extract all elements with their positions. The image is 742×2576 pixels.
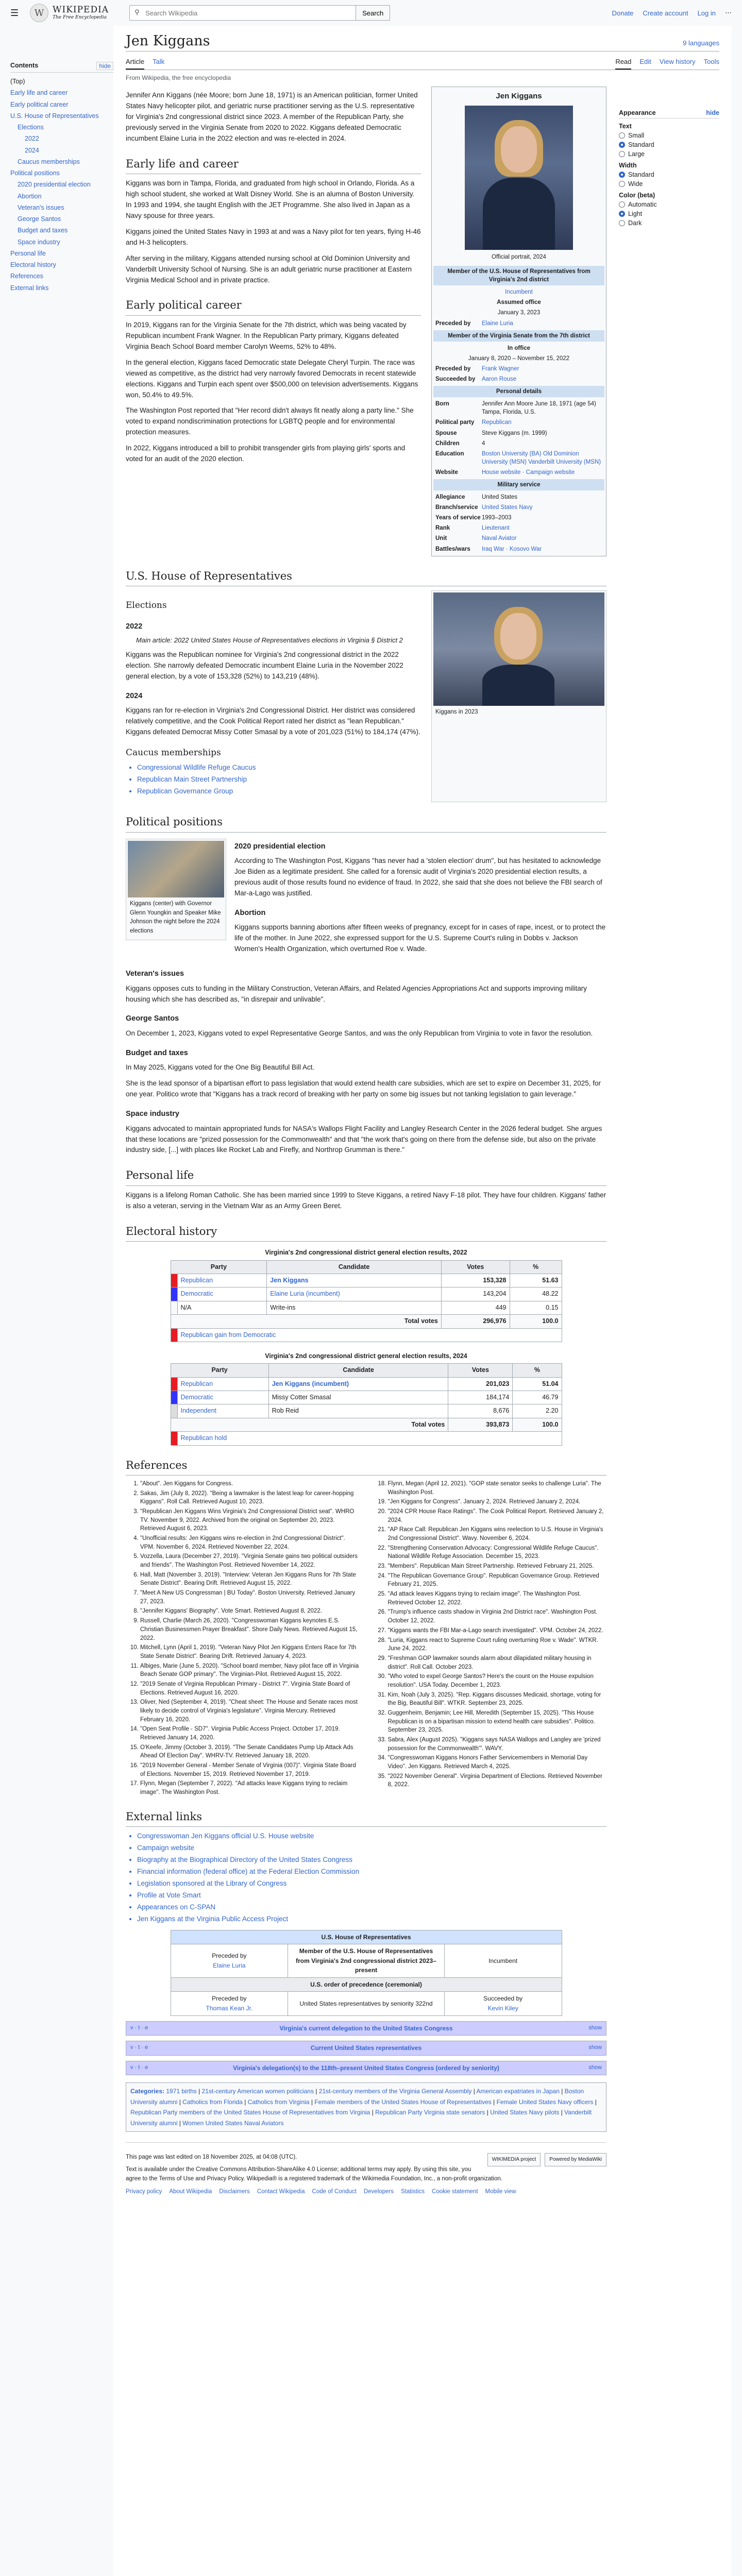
toc-item-top[interactable]: (Top): [10, 78, 25, 85]
width-wide[interactable]: Wide: [619, 180, 719, 188]
section-heading-electoral: Electoral history: [126, 1223, 606, 1242]
paragraph: In 2019, Kiggans ran for the Virginia Senate for the 7th district, which was being vacated by Republican incumbent Frank Wagner. In the Republican Party primary, Kiggans defeated Virginia Beach School Board member Carolyn Weems, 52% to 48%.: [126, 321, 407, 350]
toc-hide-button[interactable]: hide: [96, 62, 113, 70]
column-header: Votes: [448, 1364, 513, 1377]
subsection-heading-caucus: Caucus memberships: [126, 748, 221, 758]
column-header: %: [513, 1364, 562, 1377]
column-header: Candidate: [268, 1364, 448, 1377]
reference-item: 20. "2024 CPR House Race Ratings". The Cook Political Report. Retrieved January 2, 2024.: [388, 1507, 607, 1524]
election-results-2022-table: [171, 1246, 562, 1342]
page-title: Jen Kiggans: [126, 33, 210, 49]
page-heading: [126, 33, 719, 52]
assumed-office-date: January 3, 2023: [497, 310, 541, 316]
reference-item: 8. "Jennifer Kiggans' Biography". Vote Smart. Retrieved August 8, 2022.: [140, 1607, 359, 1616]
list-item[interactable]: • Congressional Wildlife Refuge Caucus: [137, 762, 421, 773]
category-link[interactable]: Female members of the United States House of Representatives: [314, 2098, 492, 2106]
footer-link[interactable]: Cookie statement: [432, 2189, 478, 2195]
text-size-label: Text: [619, 123, 632, 130]
external-link[interactable]: • Financial information (federal office) at the Federal Election Commission: [137, 1867, 606, 1877]
reference-item: 33. Sabra, Alex (August 2025). "Kiggans says NASA Wallops and Langley are 'prized possession for the Commonwealth'". WAVY.: [388, 1736, 607, 1753]
paragraph: In May 2025, Kiggans voted for the One Big Beautiful Bill Act.: [126, 1063, 315, 1072]
width-label: Width: [619, 162, 637, 169]
toc-item-references[interactable]: References: [10, 273, 43, 280]
appearance-panel: [619, 87, 719, 2207]
figure-caption: Kiggans in 2023: [435, 709, 478, 716]
footer-link[interactable]: Mobile view: [485, 2189, 516, 2195]
external-link[interactable]: • Legislation sponsored at the Library of Congress: [137, 1878, 606, 1889]
toc-item-elections[interactable]: Elections: [18, 124, 44, 131]
paragraph: Kiggans ran for re-election in Virginia's 2nd Congressional District. Her district was considered relatively competitive, and the Cook Political Report rated her district as "lean Republican." Kiggans defeated Democrat Missy Cotter Smasal by a vote of 201,023 (51%) to 184,174 (47%).: [126, 706, 420, 736]
reference-item: 12. "2019 Senate of Virginia Republican Primary - District 7". Virginia State Board of Elections. Retrieved August 16, 2020.: [140, 1680, 359, 1697]
years-row: Years of service 1993–2003: [435, 515, 512, 521]
toc-item-caucus[interactable]: Caucus memberships: [18, 158, 80, 165]
reference-item: 34. "Congresswoman Kiggans Honors Father Servicemembers in Memorial Day Video". Jen Kiggans. Retrieved March 4, 2025.: [388, 1754, 607, 1771]
category-link[interactable]: United States Navy pilots: [490, 2109, 560, 2116]
category-link[interactable]: Women United States Naval Aviators: [182, 2119, 284, 2127]
reference-item: 9. Russell, Charlie (March 26, 2020). "Congresswoman Kiggans keynotes E.S. Christian Businessmen Prayer Breakfast". Shore Daily News. Retrieved August 15, 2022.: [140, 1617, 359, 1642]
table-result-row: Republican gain from Democratic: [171, 1328, 562, 1342]
succession-title: U.S. House of Representatives: [171, 1930, 562, 1944]
youngkin-johnson-photo[interactable]: [128, 841, 224, 897]
in-office-label: In office: [507, 345, 531, 351]
category-link[interactable]: Vanderbilt University alumni: [130, 2109, 592, 2127]
wikipedia-logo[interactable]: [30, 4, 109, 22]
color-light[interactable]: Light: [619, 210, 719, 217]
category-link[interactable]: Female United States Navy officers: [496, 2098, 594, 2106]
reference-item: 13. Oliver, Ned (September 4, 2019). "Cheat sheet: The House and Senate races most likely to decide control of Virginia's legislature". Virginia Mercury. Retrieved February 16, 2020.: [140, 1698, 359, 1724]
text-size-large[interactable]: Large: [619, 150, 719, 158]
party-color-swatch: [171, 1404, 177, 1418]
categories-box: Categories: 1971 births | 21st-century American women politicians | 21st-century members of the Virginia General Assembly | American expatriates in Japan | Boston University alumni | Catholics from Florida | Catholics from Virginia | Female members of the United States House of Representatives | Female United States Navy officers | Republican Party members of the United States House of Representatives from Virginia | Republican Party Virginia state senators | United States Navy pilots | Vanderbilt University alumni | Women United States Naval Aviators: [126, 2082, 606, 2132]
toc-header: [10, 62, 113, 73]
toc-title: Contents: [10, 62, 39, 69]
log-in-link[interactable]: Log in: [697, 9, 716, 17]
reference-item: 35. "2022 November General". Virginia Department of Elections. Retrieved November 8, 2022.: [388, 1772, 607, 1789]
reference-item: 28. "Luria, Kiggans react to Supreme Court ruling overturning Roe v. Wade". WTKR. June 24, 2022.: [388, 1636, 607, 1653]
section-heading-early-life: Early life and career: [126, 156, 421, 175]
paragraph: After serving in the military, Kiggans attended nursing school at Old Dominion University and Vanderbilt University School of Nursing. She is an adult geriatric nurse practitioner at Eastern Virginia Medical School and in private practice.: [126, 254, 412, 284]
subsection-heading-santos: George Santos: [126, 1014, 179, 1023]
reference-item: 19. "Jen Kiggans for Congress". January 2, 2024. Retrieved January 2, 2024.: [388, 1498, 607, 1506]
reference-item: 25. "Ad attack leaves Kiggans trying to reclaim image". The Washington Post. Retrieved October 12, 2022.: [388, 1590, 607, 1607]
party-color-swatch: [171, 1391, 177, 1404]
navbox-show[interactable]: show: [588, 2024, 602, 2031]
search-input[interactable]: [129, 5, 356, 21]
category-link[interactable]: 21st-century members of the Virginia General Assembly: [318, 2088, 472, 2095]
reference-item: 7. "Meet A New US Congressman | BU Today". Boston University. Retrieved January 27, 2023.: [140, 1589, 359, 1606]
paragraph: Kiggans advocated to maintain appropriated funds for NASA's Wallops Flight Facility and Langley Research Center in the 2026 federal budget. She argues that these locations are "prized possession for the Commonwealth" and that "the work that's going on there from the defense side, but also on the private industry side, [...] with places like Rocket Lab and Firefly, and Northrop Grumman is there.": [126, 1124, 602, 1154]
table-row: Republican Jen Kiggans 153,328 51.63: [171, 1274, 562, 1287]
reference-item: 3. "Republican Jen Kiggans Wins Virginia's 2nd Congressional District seat". WHRO TV. November 9, 2022. Archived from the original on September 20, 2023. Retrieved August 6, 2023.: [140, 1507, 359, 1533]
navbox-show[interactable]: show: [588, 2064, 602, 2071]
search-button[interactable]: Search: [356, 5, 390, 21]
kiggans-2023-figure: [431, 590, 606, 802]
appearance-hide-button[interactable]: hide: [706, 109, 719, 116]
reference-item: 21. "AP Race Call: Republican Jen Kiggans wins reelection to U.S. House in Virginia's 2nd Congressional District". Wavy. November 6, 2024.: [388, 1526, 607, 1543]
color-automatic[interactable]: Automatic: [619, 201, 719, 208]
reference-item: 29. "Freshman GOP lawmaker sounds alarm about dilapidated military housing in district". Roll Call. October 2023.: [388, 1654, 607, 1671]
wikimedia-badge[interactable]: WIKIMEDIA project: [487, 2153, 541, 2166]
footer-link[interactable]: Disclaimers: [219, 2189, 250, 2195]
in-office-dates: January 8, 2020 – November 15, 2022: [468, 355, 570, 362]
succession-box: U.S. House of Representatives Preceded by Elaine Luria Member of the U.S. House of Representatives from Virginia's 2nd congressional district 2023–present Incumbent U.S. order of precedence (ceremonial) Preceded by Thomas Kean Jr. United States representatives by seniority 322nd Succeeded by Kevin Kiley: [171, 1930, 562, 2016]
navbox-title[interactable]: Virginia's delegation(s) to the 118th–present United States Congress (ordered by seniority): [233, 2064, 499, 2072]
paragraph: Kiggans was born in Tampa, Florida, and graduated from high school in Orlando, Florida. As a high school student, she worked at Walt Disney World. She is an alumna of Boston University. In 1993 and 1994, she taught English with the JET Programme. She also lived in Japan as a Navy spouse for three years.: [126, 179, 415, 219]
table-total-row: Total votes 393,873 100.0: [171, 1418, 562, 1431]
external-link[interactable]: • Biography at the Biographical Directory of the United States Congress: [137, 1855, 606, 1866]
toc-item-political-positions[interactable]: Political positions: [10, 170, 60, 177]
toc-item-external[interactable]: External links: [10, 284, 49, 292]
toc-item-2020-election[interactable]: 2020 presidential election: [18, 181, 91, 189]
reference-item: 1. "About". Jen Kiggans for Congress.: [140, 1480, 359, 1488]
reference-item: 10. Mitchell, Lynn (April 1, 2019). "Veteran Navy Pilot Jen Kiggans Enters Race for 7th State Senate District". Bearing Drift. Retrieved January 4, 2023.: [140, 1643, 359, 1660]
paragraph: Kiggans supports banning abortions after fifteen weeks of pregnancy, except for in cases of rape, incest, or to protect the life of the mother. In June 2022, she expressed support for the U.S. Supreme Court's ruling in Dobbs v. Jackson Women's Health Organization, which overturned Roe v. Wade.: [234, 923, 606, 953]
party-color-swatch: [171, 1328, 177, 1342]
category-link[interactable]: 21st-century American women politicians: [201, 2088, 314, 2095]
navbox-vte[interactable]: v · t · e: [130, 2064, 148, 2071]
office-title: Member of the U.S. House of Representatives from Virginia's 2nd district: [433, 266, 604, 285]
external-link[interactable]: • Appearances on C-SPAN: [137, 1902, 606, 1913]
toc-item-electoral[interactable]: Electoral history: [10, 261, 56, 268]
footer-link[interactable]: Privacy policy: [126, 2189, 162, 2195]
precedence-title: U.S. order of precedence (ceremonial): [171, 1977, 562, 1992]
tab-talk[interactable]: Talk: [153, 58, 165, 65]
caucus-list: [137, 762, 421, 797]
precedence-after-link[interactable]: Kevin Kiley: [487, 2005, 518, 2012]
table-caption: Virginia's 2nd congressional district general election results, 2024: [265, 1352, 467, 1360]
reference-item: 26. "Trump's influence casts shadow in Virginia 2nd District race". Washington Post. October 12, 2022.: [388, 1608, 607, 1625]
toc-item-house[interactable]: U.S. House of Representatives: [10, 112, 99, 120]
paragraph: Kiggans joined the United States Navy in 1993 at and was a Navy pilot for ten years, flying H-46 and H-3 helicopters.: [126, 227, 421, 246]
appearance-title: Appearance: [619, 109, 656, 116]
succession-member: Member of the U.S. House of Representatives from Virginia's 2nd congressional district 2023–present: [288, 1944, 445, 1978]
precedence-middle: United States representatives by seniority 322nd: [288, 1992, 445, 2015]
column-header: Party: [171, 1364, 268, 1377]
infobox: [431, 87, 606, 556]
category-link[interactable]: American expatriates in Japan: [476, 2088, 560, 2095]
infobox-title: Jen Kiggans: [496, 92, 542, 100]
paragraph: According to The Washington Post, Kiggans "has never had a 'stolen election' drum", but has hesitated to acknowledge Joe Biden as a legitimate president. She called for a forensic audit of Virginia's 2020 presidential election results, a previous audit of those results found no evidence of fraud. In 2022, she said that she does not believe the FBI search of Mar-a-Lago was justified.: [234, 857, 602, 897]
reference-item: 15. O'Keefe, Jimmy (October 3, 2019). "The Senate Candidates Pump Up Attack Ads Ahead Of Election Day". WHRV-TV. Retrieved January 18, 2020.: [140, 1743, 359, 1760]
logo-tagline: The Free Encyclopedia: [53, 14, 107, 20]
party-color-swatch: [171, 1301, 177, 1314]
color-label: Color (beta): [619, 192, 655, 199]
paragraph: In the general election, Kiggans faced Democratic state Delegate Cheryl Turpin. The race was viewed as competitive, as the district had very narrowly favored Democrats in recent statewide elections. Kiggans and Turpin each spent over $500,000 on television advertisements. Kiggans won, 50.4% to 49.5%.: [126, 358, 418, 399]
section-heading-political-positions: Political positions: [126, 814, 606, 833]
senate-title: Member of the Virginia Senate from the 7th district: [433, 330, 604, 342]
page-footer: [126, 2142, 606, 2207]
column-header: %: [510, 1260, 562, 1274]
paragraph: Kiggans opposes cuts to funding in the Military Construction, Veteran Affairs, and Related Agencies Appropriations Act and supports improving military housing which she has described as, "in disrepair and unlivable".: [126, 984, 587, 1003]
color-dark[interactable]: Dark: [619, 219, 719, 227]
paragraph: She is the lead sponsor of a bipartisan effort to pass legislation that would extend health care subsidies, which are set to expire on December 31, 2025, for one year. Politico wrote that "Kiggans has a track record of breaking with her party on some big issues but not tanking legislation to gain leverage.": [126, 1079, 601, 1098]
toc-item-abortion[interactable]: Abortion: [18, 192, 42, 200]
table-total-row: Total votes 296,976 100.0: [171, 1315, 562, 1328]
intro-paragraph: Jennifer Ann Kiggans (née Moore; born June 18, 1971) is an American politician, former United States Navy helicopter pilot, and geriatric nurse practitioner serving as the U.S. representative for Virginia's 2nd congressional district since 2023. A member of the Republican Party, she previously served in the Virginia Senate from 2020 to 2022. Kiggans defeated Democratic incumbent Elaine Luria in the 2022 election and was re-elected in 2024.: [126, 91, 418, 142]
reference-item: 6. Hall, Matt (November 3, 2019). "Interview: Veteran Jen Kiggans Runs for 7th State Senate District". Bearing Drift. Retrieved August 15, 2022.: [140, 1571, 359, 1588]
section-heading-external: External links: [126, 1808, 606, 1827]
article-main: [113, 26, 732, 2576]
table-result-row: Republican hold: [171, 1432, 562, 1445]
article-body: [126, 87, 606, 2207]
toc-item-early-political[interactable]: Early political career: [10, 100, 69, 108]
table-row: Democratic Missy Cotter Smasal 184,174 46.79: [171, 1391, 562, 1404]
reference-item: 30. "Who voted to expel George Santos? Here's the count on the House expulsion resolution". USA Today. December 1, 2023.: [388, 1672, 607, 1689]
reference-item: 24. "The Republican Governance Group". Republican Governance Group. Retrieved February 21, 2025.: [388, 1572, 607, 1589]
subsection-heading-veterans: Veteran's issues: [126, 970, 184, 978]
reference-item: 2. Sakas, Jim (July 8, 2022). "Being a lawmaker is the latest leap for career-hopping Kiggans". Roll Call. Retrieved August 10, 2023.: [140, 1489, 359, 1506]
user-links: [612, 9, 732, 17]
table-caption: Virginia's 2nd congressional district general election results, 2022: [265, 1249, 467, 1257]
navbox-show[interactable]: show: [588, 2044, 602, 2051]
party-row: Political party Republican: [435, 419, 512, 426]
category-link[interactable]: Boston University alumni: [130, 2088, 584, 2106]
reference-item: 14. "Open Seat Profile - SD7". Virginia Public Access Project. October 17, 2019. Retrieved January 14, 2020.: [140, 1725, 359, 1742]
reference-item: 16. "2019 November General - Member Senate of Virginia (007)". Virginia State Board of Elections. November 15, 2019. Retrieved November 17, 2019.: [140, 1761, 359, 1778]
table-row: N/A Write-ins 449 0.15: [171, 1301, 562, 1314]
toc-item-space[interactable]: Space industry: [18, 238, 60, 246]
assumed-office-label: Assumed office: [497, 299, 541, 306]
section-heading-early-political: Early political career: [126, 297, 421, 316]
column-header: Candidate: [267, 1260, 442, 1274]
toc-item-veterans[interactable]: Veteran's issues: [18, 204, 64, 211]
party-color-swatch: [171, 1377, 177, 1391]
youngkin-johnson-figure: [126, 839, 226, 940]
reference-item: 32. Guggenheim, Benjamin; Lee Hill, Meredith (September 15, 2025). "This House Republican is on a bipartisan mission to extend health care subsidies". Politico. September 23, 2025.: [388, 1709, 607, 1735]
text-size-small[interactable]: Small: [619, 132, 719, 139]
paragraph: On December 1, 2023, Kiggans voted to expel Representative George Santos, and was the only Republican from Virginia to vote in favor the resolution.: [126, 1029, 593, 1037]
military-service-header: Military service: [433, 479, 604, 490]
language-button[interactable]: 9 languages: [683, 39, 719, 47]
rank-row: Rank Lieutenant: [435, 525, 510, 532]
navbox-vte[interactable]: v · t · e: [130, 2044, 148, 2051]
references-list: [126, 1480, 606, 1797]
from-wikipedia: From Wikipedia, the free encyclopedia: [126, 74, 231, 81]
tab-read[interactable]: Read: [615, 55, 631, 70]
category-link[interactable]: 1971 births: [166, 2088, 197, 2095]
globe-icon: W: [30, 4, 48, 22]
reference-item: 17. Flynn, Megan (September 7, 2022). "Ad attacks leave Kiggans trying to reclaim image". The Washington Post.: [140, 1780, 359, 1797]
paragraph: Kiggans was the Republican nominee for Virginia's 2nd congressional district in the 2022 election. She narrowly defeated Democratic incumbent Elaine Luria in the November 2022 general election, by a vote of 153,328 (52%) to 143,219 (48%).: [126, 651, 403, 680]
main-article-note[interactable]: Main article: 2022 United States House of Representatives elections in Virginia § District 2: [136, 636, 403, 644]
search-icon: ⚲: [134, 8, 140, 16]
subsection-heading-2024: 2024: [126, 691, 143, 700]
website-row: Website House website · Campaign website: [435, 469, 575, 476]
tab-tools[interactable]: Tools: [703, 58, 719, 65]
figure-caption: Kiggans (center) with Governor Glenn Youngkin and Speaker Mike Johnson the night before the 2024 elections: [130, 900, 221, 935]
party-color-swatch: [171, 1274, 177, 1287]
subsection-heading-2020-election: 2020 presidential election: [234, 842, 326, 851]
text-size-standard[interactable]: Standard: [619, 141, 719, 148]
table-of-contents: [10, 26, 113, 2576]
section-heading-references: References: [126, 1457, 606, 1476]
categories-label[interactable]: Categories:: [130, 2088, 165, 2095]
navbox-virginia-118th: [126, 2061, 606, 2076]
external-links-list: [137, 1831, 606, 1924]
mediawiki-badge[interactable]: Powered by MediaWiki: [545, 2153, 606, 2166]
incumbent-label[interactable]: Incumbent: [505, 289, 533, 296]
reference-item: 4. "Unofficial results: Jen Kiggans wins re-election in 2nd Congressional District". VPM. November 6, 2024. Retrieved November 22, 2024.: [140, 1534, 359, 1551]
toc-item-early-life[interactable]: Early life and career: [10, 89, 68, 97]
site-header: [0, 0, 742, 26]
donate-link[interactable]: Donate: [612, 9, 634, 17]
children-row: Children 4: [435, 440, 485, 447]
external-link[interactable]: • Congresswoman Jen Kiggans official U.S. House website: [137, 1831, 606, 1842]
portrait-caption: Official portrait, 2024: [492, 254, 546, 260]
born-row: Born Jennifer Ann Moore June 18, 1971 (age 54) Tampa, Florida, U.S.: [435, 401, 596, 416]
category-link[interactable]: Republican Party members of the United States House of Representatives from Virginia: [130, 2109, 370, 2116]
subsection-heading-2022: 2022: [126, 622, 143, 631]
reference-item: 27. "Kiggans wants the FBI Mar-a-Lago search investigated". VPM. October 24, 2022.: [388, 1626, 607, 1635]
tab-edit[interactable]: Edit: [639, 58, 651, 65]
succeeded-by-row: Succeeded by Aaron Rouse: [435, 376, 517, 383]
preceded-link[interactable]: Elaine Luria: [213, 1962, 246, 1969]
education-row: Education Boston University (BA) Old Dominion University (MSN) Vanderbilt University (MSN): [435, 450, 601, 465]
official-portrait[interactable]: [465, 106, 573, 250]
navbox-vte[interactable]: v · t · e: [130, 2024, 148, 2031]
category-link[interactable]: Catholics from Virginia: [247, 2098, 310, 2106]
column-header: Party: [171, 1260, 267, 1274]
toc-item-personal[interactable]: Personal life: [10, 249, 46, 257]
battles-row: Battles/wars Iraq War · Kosovo War: [435, 546, 542, 552]
footer-link[interactable]: Developers: [363, 2189, 394, 2195]
footer-link[interactable]: About Wikipedia: [169, 2189, 212, 2195]
reference-item: 18. Flynn, Megan (April 12, 2021). "GOP state senator seeks to challenge Luria". The Washington Post.: [388, 1480, 607, 1497]
toc-item-2022[interactable]: 2022: [25, 135, 39, 143]
subsection-heading-elections: Elections: [126, 600, 167, 611]
create-account-link[interactable]: Create account: [643, 9, 688, 17]
toc-item-santos[interactable]: George Santos: [18, 215, 61, 223]
external-link[interactable]: • Campaign website: [137, 1843, 606, 1854]
reference-item: 22. "Strengthening Conservation Advocacy: Congressional Wildlife Refuge Caucus". National Wildlife Refuge Association. December 15, 2023.: [388, 1544, 607, 1561]
list-item[interactable]: • Republican Governance Group: [137, 786, 421, 797]
paragraph: Kiggans is a lifelong Roman Catholic. She has been married since 1999 to Steve Kiggans, a retired Navy F-18 pilot. They have four children. Kiggans' father is also a veteran, serving in the Vietnam War as an Army Green Beret.: [126, 1191, 606, 1210]
width-standard[interactable]: Standard: [619, 171, 719, 178]
navbox-virginia-delegation: [126, 2021, 606, 2036]
allegiance-row: Allegiance United States: [435, 494, 518, 501]
section-heading-house: U.S. House of Representatives: [126, 568, 606, 587]
navbox-title[interactable]: Current United States representatives: [310, 2044, 422, 2052]
branch-row: Branch/service United States Navy: [435, 504, 533, 511]
more-options-icon[interactable]: ⋯: [725, 9, 732, 16]
tab-article[interactable]: Article: [126, 55, 144, 70]
category-link[interactable]: Catholics from Florida: [182, 2098, 243, 2106]
list-item[interactable]: • Republican Main Street Partnership: [137, 774, 421, 785]
reference-item: 11. Albiges, Marie (June 5, 2020). "School board member, Navy pilot face off in Virginia Beach Senate GOP primary". The Virginian-Pilot. Retrieved August 15, 2022.: [140, 1662, 359, 1679]
reference-item: 5. Vozzella, Laura (December 27, 2019). "Virginia Senate gains two political outsiders and friends". The Washington Post. Retrieved November 14, 2022.: [140, 1552, 359, 1569]
table-row: Democratic Elaine Luria (incumbent) 143,204 48.22: [171, 1287, 562, 1301]
kiggans-2023-photo[interactable]: [433, 592, 604, 706]
navbox-current-representatives: [126, 2041, 606, 2056]
footer-link[interactable]: Code of Conduct: [312, 2189, 357, 2195]
section-heading-personal: Personal life: [126, 1167, 606, 1186]
party-color-swatch: [171, 1287, 177, 1301]
tab-history[interactable]: View history: [659, 58, 696, 65]
unit-row: Unit Naval Aviator: [435, 535, 517, 542]
preceded-by-row: Preceded by Elaine Luria: [435, 320, 513, 327]
party-color-swatch: [171, 1432, 177, 1445]
paragraph: In 2022, Kiggans introduced a bill to prohibit transgender girls from playing girls' sports and voted for an audit of the 2020 election.: [126, 444, 406, 463]
paragraph: The Washington Post reported that "Her record didn't always fit neatly along a party line." She voted to expand nondiscrimination protections for LGBTQ people and for environmental protection measures.: [126, 406, 414, 436]
external-link[interactable]: • Profile at Vote Smart: [137, 1890, 606, 1901]
category-link[interactable]: Republican Party Virginia state senators: [375, 2109, 485, 2116]
reference-item: 23. "Members". Republican Main Street Partnership. Retrieved February 21, 2025.: [388, 1562, 607, 1571]
page-tabs: [126, 55, 719, 70]
table-row: Independent Rob Reid 8,676 2.20: [171, 1404, 562, 1418]
subsection-heading-budget: Budget and taxes: [126, 1048, 188, 1057]
toc-item-budget[interactable]: Budget and taxes: [18, 227, 68, 234]
logo-title: WIKIPEDIA: [53, 5, 109, 15]
search-form: [129, 5, 390, 21]
footer-link[interactable]: Contact Wikipedia: [257, 2189, 305, 2195]
preceded-by-row-senate: Preceded by Frank Wagner: [435, 365, 519, 372]
personal-details-header: Personal details: [433, 386, 604, 397]
succession-incumbent: Incumbent: [444, 1944, 562, 1978]
precedence-before-link[interactable]: Thomas Kean Jr.: [206, 2005, 253, 2012]
last-edited: This page was last edited on 18 November 2025, at 04:08 (UTC).: [126, 2154, 297, 2161]
toc-item-2024[interactable]: 2024: [25, 146, 39, 154]
column-header: Votes: [441, 1260, 510, 1274]
license-text: Text is available under the Creative Commons Attribution-ShareAlike 4.0 License; additional terms may apply. By using this site, you agree to the Terms of Use and Privacy Policy. Wikipedia® is a registered trademark of the Wikimedia Foundation, Inc., a non-profit organization.: [126, 2166, 502, 2182]
subsection-heading-space: Space industry: [126, 1110, 179, 1118]
external-link[interactable]: • Jen Kiggans at the Virginia Public Access Project: [137, 1914, 606, 1925]
table-row: Republican Jen Kiggans (incumbent) 201,023 51.04: [171, 1377, 562, 1391]
navbox-title[interactable]: Virginia's current delegation to the United States Congress: [279, 2024, 453, 2032]
spouse-row: Spouse Steve Kiggans (m. 1999): [435, 430, 547, 436]
footer-link[interactable]: Statistics: [401, 2189, 425, 2195]
subsection-heading-abortion: Abortion: [234, 908, 266, 917]
election-results-2024-table: [171, 1349, 562, 1446]
reference-item: 31. Kim, Noah (July 3, 2025). "Rep. Kiggans discusses Medicaid, shortage, voting for the Big, Beautiful Bill". WTKR. September 23, 2025.: [388, 1691, 607, 1708]
main-menu-icon[interactable]: ☰: [10, 7, 19, 18]
